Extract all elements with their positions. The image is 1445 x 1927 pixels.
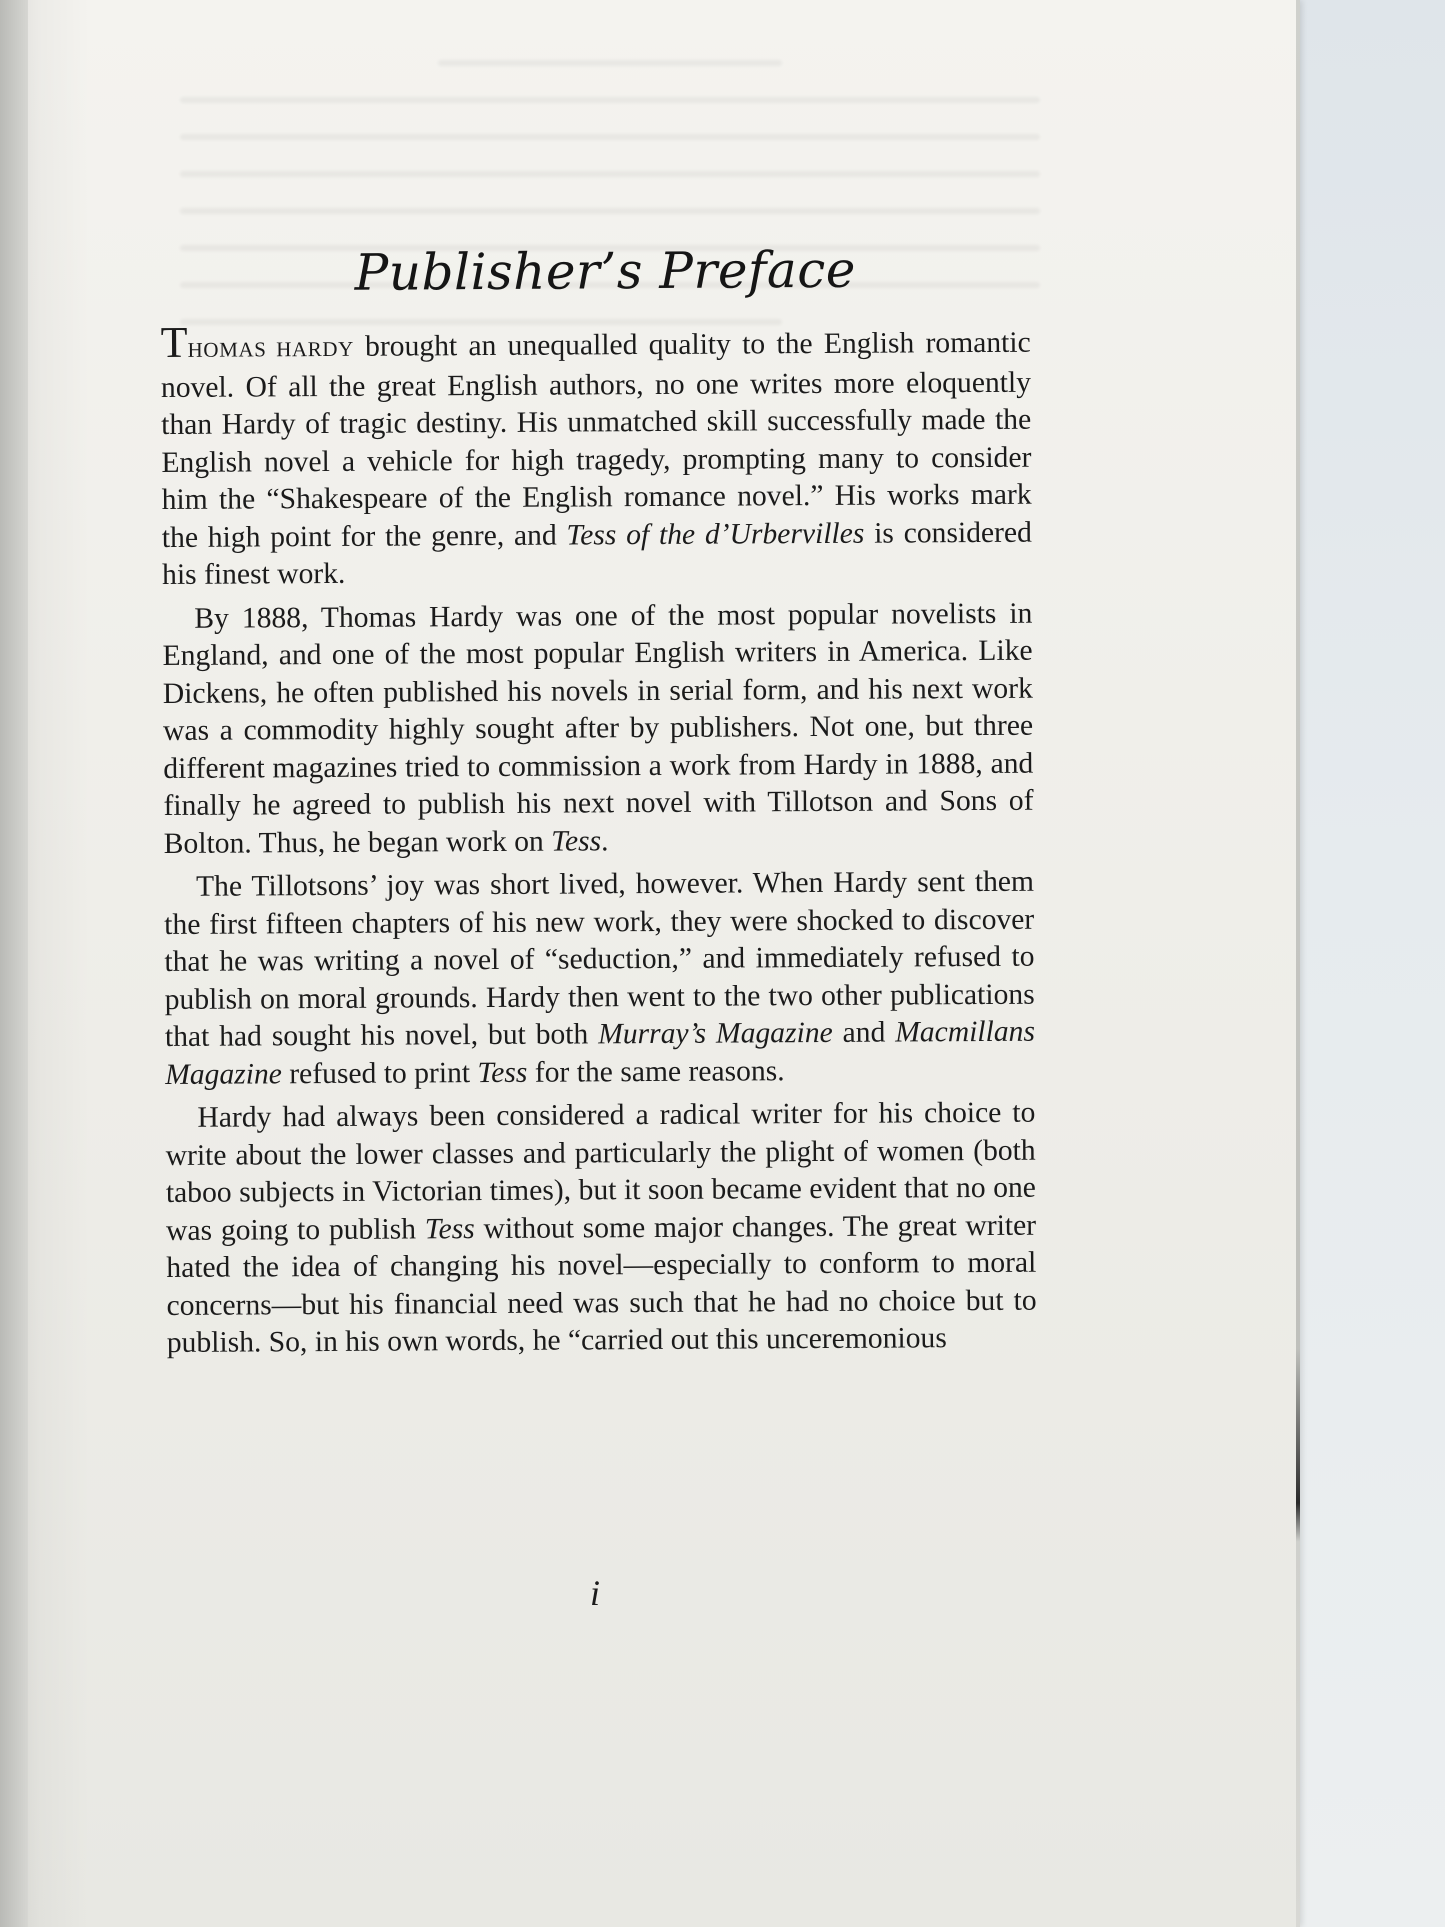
paragraph-2-end: .: [600, 824, 609, 857]
spine-shadow: [0, 0, 28, 1927]
tess-italic: Tess: [424, 1212, 475, 1245]
paragraph-1-text-end: is considered his finest work.: [162, 516, 1032, 591]
lead-in-small-caps: HOMAS HARDY: [187, 336, 354, 362]
paragraph-4-text: Hardy had always been considered a radical writer for his choice to write about the lower classes and particularly the plight of women (both taboo subjects in Victorian times), but it soon became evident that no one was going to publish: [165, 1096, 1036, 1247]
preface-body: [160, 225, 1037, 1369]
tess-italic: Tess: [477, 1056, 528, 1089]
murrays-magazine-italic: Murray’s Magazine: [598, 1016, 833, 1051]
page-edge: [1296, 0, 1300, 1927]
paragraph-4: [165, 1095, 1037, 1363]
page-title: Publisher’s Preface: [354, 240, 857, 302]
paragraph-1: [160, 317, 1033, 595]
table-background: [1290, 0, 1445, 1927]
paragraph-1-text: brought an unequalled quality to the English romantic novel. Of all the great English authors, no one writes more eloquently than Hardy of tragic destiny. His unmatched skill successfully made the English novel a vehicle for high tragedy, prompting many to consider him the “Shakespeare of the English romance novel.” His works mark the high point for the genre, and: [160, 326, 1032, 554]
paragraph-2-text: By 1888, Thomas Hardy was one of the most popular novelists in England, and one of the most popular English writers in America. Like Dickens, he often published his novels in serial form, and his next work was a commodity highly sought after by publishers. Not one, but three different magazines tried to commission a work from Hardy in 1888, and finally he agreed to publish his next novel with Tillotson and Sons of Bolton. Thus, he began work on: [162, 597, 1034, 860]
page-number: i: [590, 1573, 601, 1613]
paragraph-3-text-2: refused to print: [281, 1056, 478, 1090]
paragraph-3: [164, 864, 1035, 1094]
macmillans-magazine-italic: Macmillans Magazine: [165, 1015, 1036, 1091]
paragraph-2: [162, 595, 1034, 863]
drop-cap: T: [160, 317, 188, 367]
paragraph-4-text-2: without some major changes. The great writer hated the idea of changing his novel—especially to conform to moral concerns—but his financial need was such that he had no choice but to publish. So, in his own words, he “carried out this unceremonious: [166, 1209, 1037, 1359]
paragraph-3-text: The Tillotsons’ joy was short lived, however. When Hardy sent them the first fifteen chapters of his new work, they were shocked to discover that he was writing a novel of “seduction,” and immediately refused to publish on moral grounds. Hardy then went to the two other publications that had sought his novel, but both: [164, 865, 1035, 1053]
paragraph-3-end: for the same reasons.: [527, 1054, 785, 1089]
tess-italic: Tess: [551, 824, 602, 858]
book-title-italic: Tess of the d’Urbervilles: [566, 517, 865, 552]
paragraph-3-and: and: [832, 1016, 896, 1049]
